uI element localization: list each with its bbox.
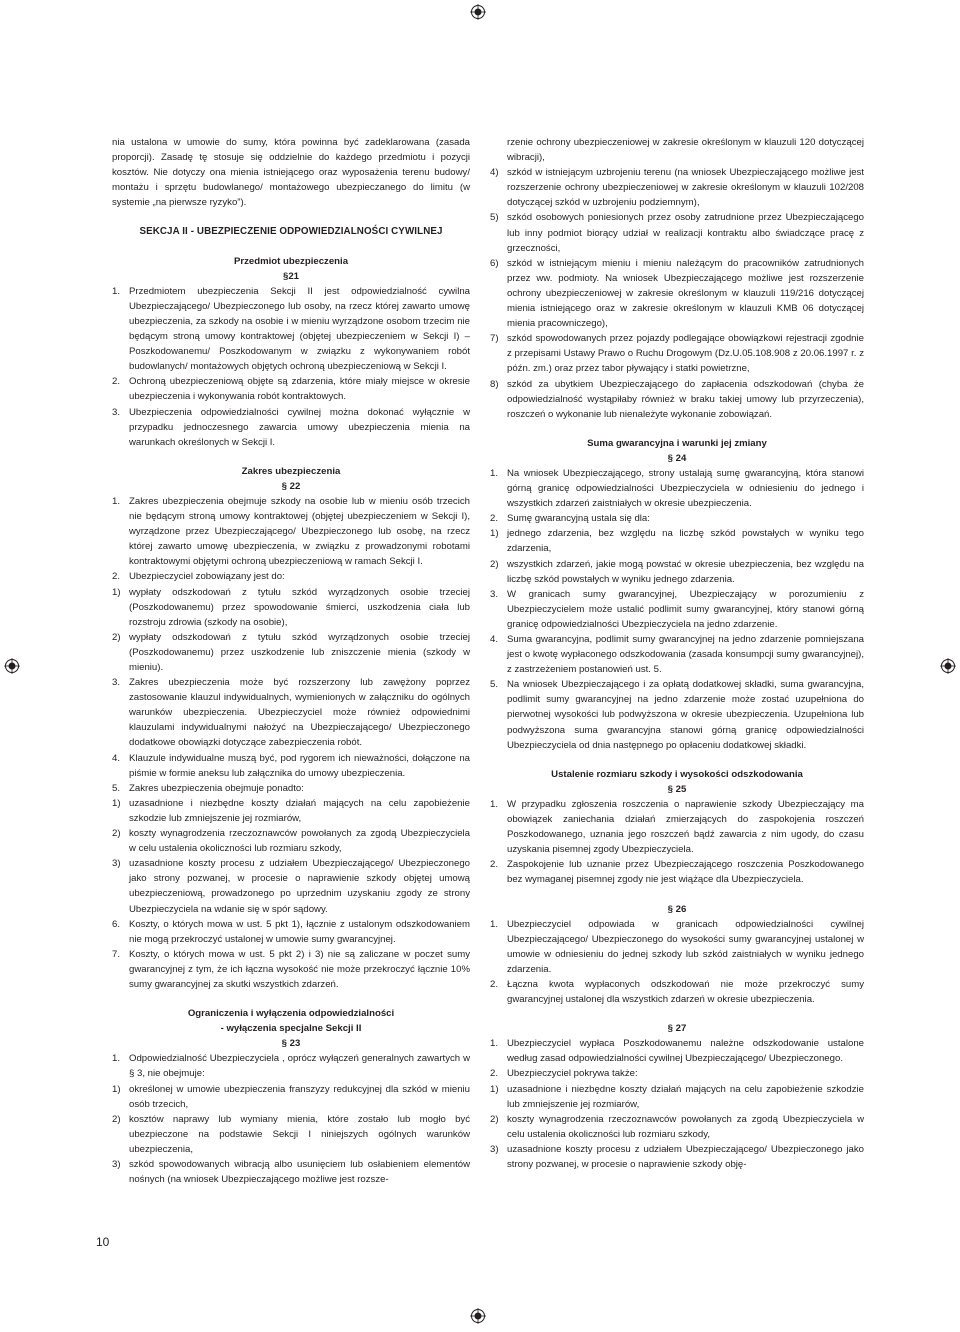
sub-item: 1) jednego zdarzenia, bez względu na liczbę szkód powstałych w wyniku tego zdarzenia, bbox=[490, 528, 864, 555]
s24-heading: Suma gwarancyjna i warunki jej zmiany bbox=[587, 437, 767, 449]
list-item: 5. Na wniosek Ubezpieczającego i za opłatą dodatkowej składki, suma gwarancyjna, podlimit sumy gwarancyjnej na jedno zdarzenie może zostać uzupełniona do pierwotnej wysokości lub podwyższona w okresie ubezpieczenia. Uzupełniona lub podwyższona suma gwarancyjna stanowi górną granicę odpowiedzialności Ubezpieczyciela od dnia następnego po opłaceniu dodatkowej składki. bbox=[490, 679, 864, 751]
list-item: 1. Ubezpieczyciel wypłaca Poszkodowanemu należne odszkodowanie ustalone według zasad odpowiedzialności cywilnej Ubezpieczającego/ Ubezpieczonego. bbox=[490, 1038, 864, 1065]
s23-heading: Ograniczenia i wyłączenia odpowiedzialności bbox=[187, 1008, 395, 1020]
s26-paragraph-mark: § 26 bbox=[667, 903, 687, 915]
list-item: 1. Zakres ubezpieczenia obejmuje szkody na osobie lub w mieniu osób trzecich nie będącym stroną umowy kontraktowej (objętej ubezpieczeniem w Sekcji I), wyrządzone przez Ubezpieczającego/ Ubezpieczonego lub osobę, na rzecz której zawarto umowę ubezpieczenia, w związku z prowadzonymi robotami kontraktowymi objętymi ochroną ubezpieczeniową w ramach Sekcji I. bbox=[112, 495, 470, 568]
registration-mark-bottom bbox=[470, 1308, 486, 1324]
sub-item: 2) wypłaty odszkodowań z tytułu szkód wyrządzonych osobie trzeciej (Poszkodowanemu) przez uszkodzenie lub zniszczenie mienia (szkody w mieniu). bbox=[112, 631, 470, 673]
list-item: 3. W granicach sumy gwarancyjnej, Ubezpieczający w porozumieniu z Ubezpieczycielem może ustalić podlimit sumy gwarancyjnej, który stanowi górną granicę odpowiedzialności Ubezpieczyciela na jedno zdarzenie. bbox=[490, 588, 864, 630]
sub-item: 1) uzasadnione i niezbędne koszty działań mających na celu zapobieżenie szkodzie lub zmniejszenie jej rozmiarów, bbox=[112, 797, 470, 824]
sub-item: 2) kosztów naprawy lub wymiany mienia, które zostało lub mogło być ubezpieczone na podstawie Sekcji I niniejszych ogólnych warunków ubezpieczenia, bbox=[112, 1113, 470, 1155]
sub-item: 2) koszty wynagrodzenia rzeczoznawców powołanych za zgodą Ubezpieczyciela w celu ustalenia okoliczności lub rozmiaru szkody, bbox=[490, 1113, 864, 1140]
list-item: 2. Ubezpieczyciel pokrywa także: bbox=[490, 1068, 638, 1080]
s24-paragraph-mark: § 24 bbox=[667, 452, 687, 464]
registration-mark-left bbox=[4, 658, 20, 674]
list-item: 6. Koszty, o których mowa w ust. 5 pkt 1), łącznie z ustalonym odszkodowaniem nie mogą przekroczyć ustalonej w umowie sumy gwarancyjnej. bbox=[112, 918, 470, 945]
s21-paragraph-mark: §21 bbox=[282, 270, 299, 282]
intro-paragraph: nia ustalona w umowie do sumy, która powinna być zadeklarowana (zasada proporcji). Zasadę tę stosuje się oddzielnie do każdego przedmiotu i pozycji kosztów. Nie dotyczy ona mienia istniejącego oraz wyposażenia terenu budowy/ montażu i sprzętu budowlanego/ montażowego ubezpieczanego do limitu (w systemie „na pierwsze ryzyko”). bbox=[112, 137, 470, 209]
s25-heading: Ustalenie rozmiaru szkody i wysokości odszkodowania bbox=[551, 768, 803, 780]
sub-item: 4) szkód w istniejącym uzbrojeniu terenu (na wniosek Ubezpieczającego możliwe jest rozszerzenie ochrony ubezpieczeniowej w zakresie określonym w klauzuli 102/208 dotyczącej szkód w uzbrojeniu podziemnym), bbox=[490, 167, 864, 209]
list-item: 1. Przedmiotem ubezpieczenia Sekcji II jest odpowiedzialność cywilna Ubezpieczającego/ Ubezpieczonego lub osoby, na rzecz której zawarto umowę ubezpieczenia, za szkody na osobie i w mieniu wyrządzone osobom trzecim nie będącym stroną umowy kontraktowej (objętej ubezpieczeniem w Sekcji I) – Poszkodowanemu/ Poszkodowanym w związku z wykonywaniem robót budowlanych/ montażowych objętych ochroną ubezpieczeniową w Sekcji I. bbox=[112, 285, 470, 373]
s25-paragraph-mark: § 25 bbox=[667, 783, 687, 795]
list-item: 5. Zakres ubezpieczenia obejmuje ponadto: bbox=[112, 782, 304, 794]
sub-item: 2) wszystkich zdarzeń, jakie mogą powstać w okresie ubezpieczenia, bez względu na liczbę szkód powstałych w wyniku jednego zdarzenia. bbox=[490, 558, 864, 585]
sub-item: 1) wypłaty odszkodowań z tytułu szkód wyrządzonych osobie trzeciej (Poszkodowanemu) przez spowodowanie śmierci, uszkodzenia ciała lub rozstroju zdrowia (szkody na osobie), bbox=[112, 586, 470, 628]
s22-heading: Zakres ubezpieczenia bbox=[241, 465, 341, 477]
list-item: 1. Ubezpieczyciel odpowiada w granicach odpowiedzialności cywilnej Ubezpieczającego/ Ubezpieczonego do wysokości sumy gwarancyjnej ustalonej w umowie w odniesieniu do jednej szkody lub szkód zaistniałych w wyniku jednego zdarzenia. bbox=[490, 918, 864, 975]
list-item: 4. Suma gwarancyjna, podlimit sumy gwarancyjnej na jedno zdarzenie pomniejszana jest o kwotę wypłaconego odszkodowania (zasada konsumpcji sumy gwarancyjnej), z zastrzeżeniem postanowień ust. 5. bbox=[490, 634, 864, 676]
s23-paragraph-mark: § 23 bbox=[281, 1038, 301, 1050]
list-item: 2. Zaspokojenie lub uznanie przez Ubezpieczającego roszczenia Poszkodowanego bez wymaganej pisemnej zgody nie jest wiążące dla Ubezpieczyciela. bbox=[490, 859, 864, 886]
list-item: 3. Zakres ubezpieczenia może być rozszerzony lub zawężony poprzez zastosowanie klauzul indywidualnych, wymienionych w załączniku do ogólnych warunków ubezpieczenia. Ubezpieczyciel może również odpowiednimi klauzulami indywidualnymi nałożyć na Ubezpieczającego/ Ubezpieczonego dodatkowe obowiązki dotyczące zabezpieczenia robót. bbox=[112, 677, 470, 749]
page-number: 10 bbox=[96, 1235, 110, 1249]
sub-item: 8) szkód za ubytkiem Ubezpieczającego do zapłacenia odszkodowań (chyba że odpowiedzialność wystąpiłaby również w braku takiej umowy lub przyrzeczenia), roszczeń o wykonanie lub nienależyte wykonanie zobowiązań. bbox=[490, 378, 864, 420]
list-item: 7. Koszty, o których mowa w ust. 5 pkt 2) i 3) nie są zaliczane w poczet sumy gwarancyjnej z tym, że ich łączna wysokość nie może przekroczyć łącznie 10% sumy gwarancyjnej za skutki wszystkich zdarzeń. bbox=[112, 948, 470, 990]
list-item: 2. Sumę gwarancyjną ustala się dla: bbox=[490, 513, 650, 525]
s27-paragraph-mark: § 27 bbox=[667, 1023, 687, 1035]
sub-item: rzenie ochrony ubezpieczeniowej w zakresie określonym w klauzuli 120 dotyczącej wibracji), bbox=[507, 137, 864, 164]
s23-subheading: - wyłączenia specjalne Sekcji II bbox=[220, 1023, 362, 1035]
list-item: 2. Łączna kwota wypłaconych odszkodowań nie może przekroczyć sumy gwarancyjnej ustalonej dla wszystkich zdarzeń w okresie ubezpieczenia. bbox=[490, 978, 864, 1006]
list-item: 1. Na wniosek Ubezpieczającego, strony ustalają sumę gwarancyjną, która stanowi górną granicę odpowiedzialności Ubezpieczyciela w odniesieniu do jednego i wszystkich zdarzeń zaistniałych w okresie ubezpieczenia. bbox=[490, 467, 864, 510]
sub-item: 3) uzasadnione koszty procesu z udziałem Ubezpieczającego/ Ubezpieczonego jako strony pozwanej, w procesie o naprawienie szkody objętej umową ubezpieczeniową, prowadzonego po uprzednim uzyskaniu zgody ze strony Ubezpieczyciela na wdanie się w spór sądowy. bbox=[112, 858, 470, 915]
sub-item: 1) określonej w umowie ubezpieczenia franszyzy redukcyjnej dla szkód w mieniu osób trzecich, bbox=[112, 1083, 470, 1110]
sub-item: 5) szkód osobowych poniesionych przez osoby zatrudnione przez Ubezpieczającego lub inny podmiot biorący udział w realizacji kontraktu albo świadczące pracę z grzeczności, bbox=[490, 212, 864, 254]
sub-item: 7) szkód spowodowanych przez pojazdy podlegające obowiązkowi rejestracji zgodnie z przepisami Ustawy Prawo o Ruchu Drogowym (Dz.U.05.108.908 z 20.06.1997 r. z późn. zm.) oraz przez tabor pływający i statki powietrzne, bbox=[490, 333, 864, 375]
registration-mark-top bbox=[470, 4, 486, 20]
registration-mark-right bbox=[940, 658, 956, 674]
sub-item: 1) uzasadnione i niezbędne koszty działań mających na celu zapobieżenie szkodzie lub zmniejszenie jej rozmiarów, bbox=[490, 1083, 864, 1110]
list-item: 4. Klauzule indywidualne muszą być, pod rygorem ich nieważności, dołączone na piśmie w formie aneksu lub załącznika do umowy ubezpieczenia. bbox=[112, 752, 470, 779]
sub-item: 6) szkód w istniejącym mieniu i mieniu należącym do pracowników zatrudnionych przez ww. podmioty. Na wniosek Ubezpieczającego możliwe jest rozszerzenie ochrony ubezpieczeniowej w zakresie określonym w klauzuli 119/216 dotyczącej mienia istniejącego oraz w zakresie określonym w klauzuli KMB 06 dotyczącej mienia pracowniczego), bbox=[490, 257, 864, 330]
right-column bbox=[490, 135, 864, 1172]
list-item: 1. W przypadku zgłoszenia roszczenia o naprawienie szkody Ubezpieczający ma obowiązek zaniechania działań zmierzających do zaspokojenia roszczeń Poszkodowanego, uznania jego roszczeń bądź zawarcia z nim ugody, do czasu uzyskania pisemnej zgody Ubezpieczyciela. bbox=[490, 798, 864, 856]
list-item: 2. Ochroną ubezpieczeniową objęte są zdarzenia, które miały miejsce w okresie ubezpieczenia i wykonywania robót kontraktowych. bbox=[112, 376, 470, 403]
sub-item: 2) koszty wynagrodzenia rzeczoznawców powołanych za zgodą Ubezpieczyciela w celu ustalenia okoliczności lub rozmiaru szkody, bbox=[112, 828, 470, 855]
list-item: 3. Ubezpieczenia odpowiedzialności cywilnej można dokonać wyłącznie w przypadku jednoczesnego zawarcia umowy ubezpieczenia mienia na warunkach określonych w Sekcji I. bbox=[112, 406, 470, 448]
s22-paragraph-mark: § 22 bbox=[281, 480, 301, 492]
left-column bbox=[112, 135, 470, 1187]
s21-heading: Przedmiot ubezpieczenia bbox=[233, 255, 349, 267]
sub-item: 3) szkód spowodowanych wibracją albo usunięciem lub osłabieniem elementów nośnych (na wniosek Ubezpieczającego możliwe jest rozsze- bbox=[112, 1159, 470, 1186]
section-title: SEKCJA II - UBEZPIECZENIE ODPOWIEDZIALNOŚCI CYWILNEJ bbox=[139, 226, 443, 238]
list-item: 2. Ubezpieczyciel zobowiązany jest do: bbox=[112, 571, 285, 583]
sub-item: 3) uzasadnione koszty procesu z udziałem Ubezpieczającego/ Ubezpieczonego jako strony pozwanej, w procesie o naprawienie szkody obję- bbox=[490, 1143, 864, 1170]
list-item: 1. Odpowiedzialność Ubezpieczyciela , oprócz wyłączeń generalnych zawartych w § 3, nie obejmuje: bbox=[112, 1053, 470, 1080]
